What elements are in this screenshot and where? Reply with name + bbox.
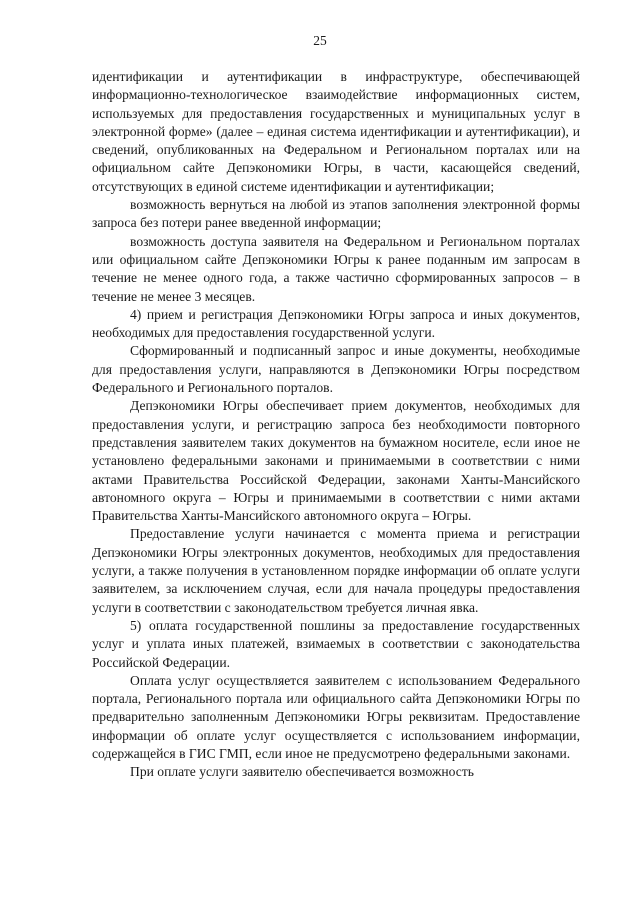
paragraph: 4) прием и регистрация Депэкономики Югры запроса и иных документов, необходимых для предоставления государственной услуги. bbox=[92, 306, 580, 341]
paragraph: идентификации и аутентификации в инфраструктуре, обеспечивающей информационно-технологическое взаимодействие информационных систем, используемых для предоставления государственных и муниципальных услуг в электронной форме» (далее – единая система идентификации и аутентификации), и сведений, опубликованных на Федеральном и Региональном порталах или на официальном сайте Депэкономики Югры, в части, касающейся сведений, отсутствующих в единой системе идентификации и аутентификации; bbox=[92, 69, 580, 194]
paragraph: При оплате услуги заявителю обеспечивается возможность bbox=[130, 764, 474, 780]
page-number: 25 bbox=[313, 33, 327, 48]
paragraph: Сформированный и подписанный запрос и иные документы, необходимые для предоставления услуги, направляются в Депэкономики Югры посредством Федерального и Регионального порталов. bbox=[92, 343, 580, 396]
paragraph: Депэкономики Югры обеспечивает прием документов, необходимых для предоставления услуги, и регистрацию запроса без необходимости повторного представления заявителем таких документов на бумажном носителе, если иное не установлено федеральными законами и принимаемыми в соответствии с ними актами Правительства Российской Федерации, законами Ханты-Мансийского автономного округа – Югры и принимаемыми в соответствии с ними актами Правительства Ханты-Мансийского автономного округа – Югры. bbox=[92, 398, 580, 524]
paragraph: возможность вернуться на любой из этапов заполнения электронной формы запроса без потери ранее введенной информации; bbox=[92, 197, 580, 231]
paragraph: 5) оплата государственной пошлины за предоставление государственных услуг и уплата иных платежей, взимаемых в соответствии с законодательства Российской Федерации. bbox=[92, 617, 580, 670]
paragraph: возможность доступа заявителя на Федеральном и Региональном порталах или официальном сайте Депэкономики Югры к ранее поданным им запросам в течение не менее одного года, а также частично сформированных запросов – в течение не менее 3 месяцев. bbox=[92, 233, 580, 304]
document-body bbox=[92, 68, 580, 782]
paragraph: Оплата услуг осуществляется заявителем с использованием Федерального портала, Регионального портала или официального сайта Депэкономики Югры по предварительно заполненным Депэкономики Югры реквизитам. Предоставление информации об оплате услуг осуществляется с использованием информации, содержащейся в ГИС ГМП, если иное не предусмотрено федеральными законами. bbox=[92, 672, 580, 761]
paragraph: Предоставление услуги начинается с момента приема и регистрации Депэкономики Югры электронных документов, необходимых для предоставления услуги, а также получения в установленном порядке информации об оплате услуги заявителем, за исключением случая, если для начала процедуры предоставления услуги в соответствии с законодательством требуется личная явка. bbox=[92, 526, 580, 615]
